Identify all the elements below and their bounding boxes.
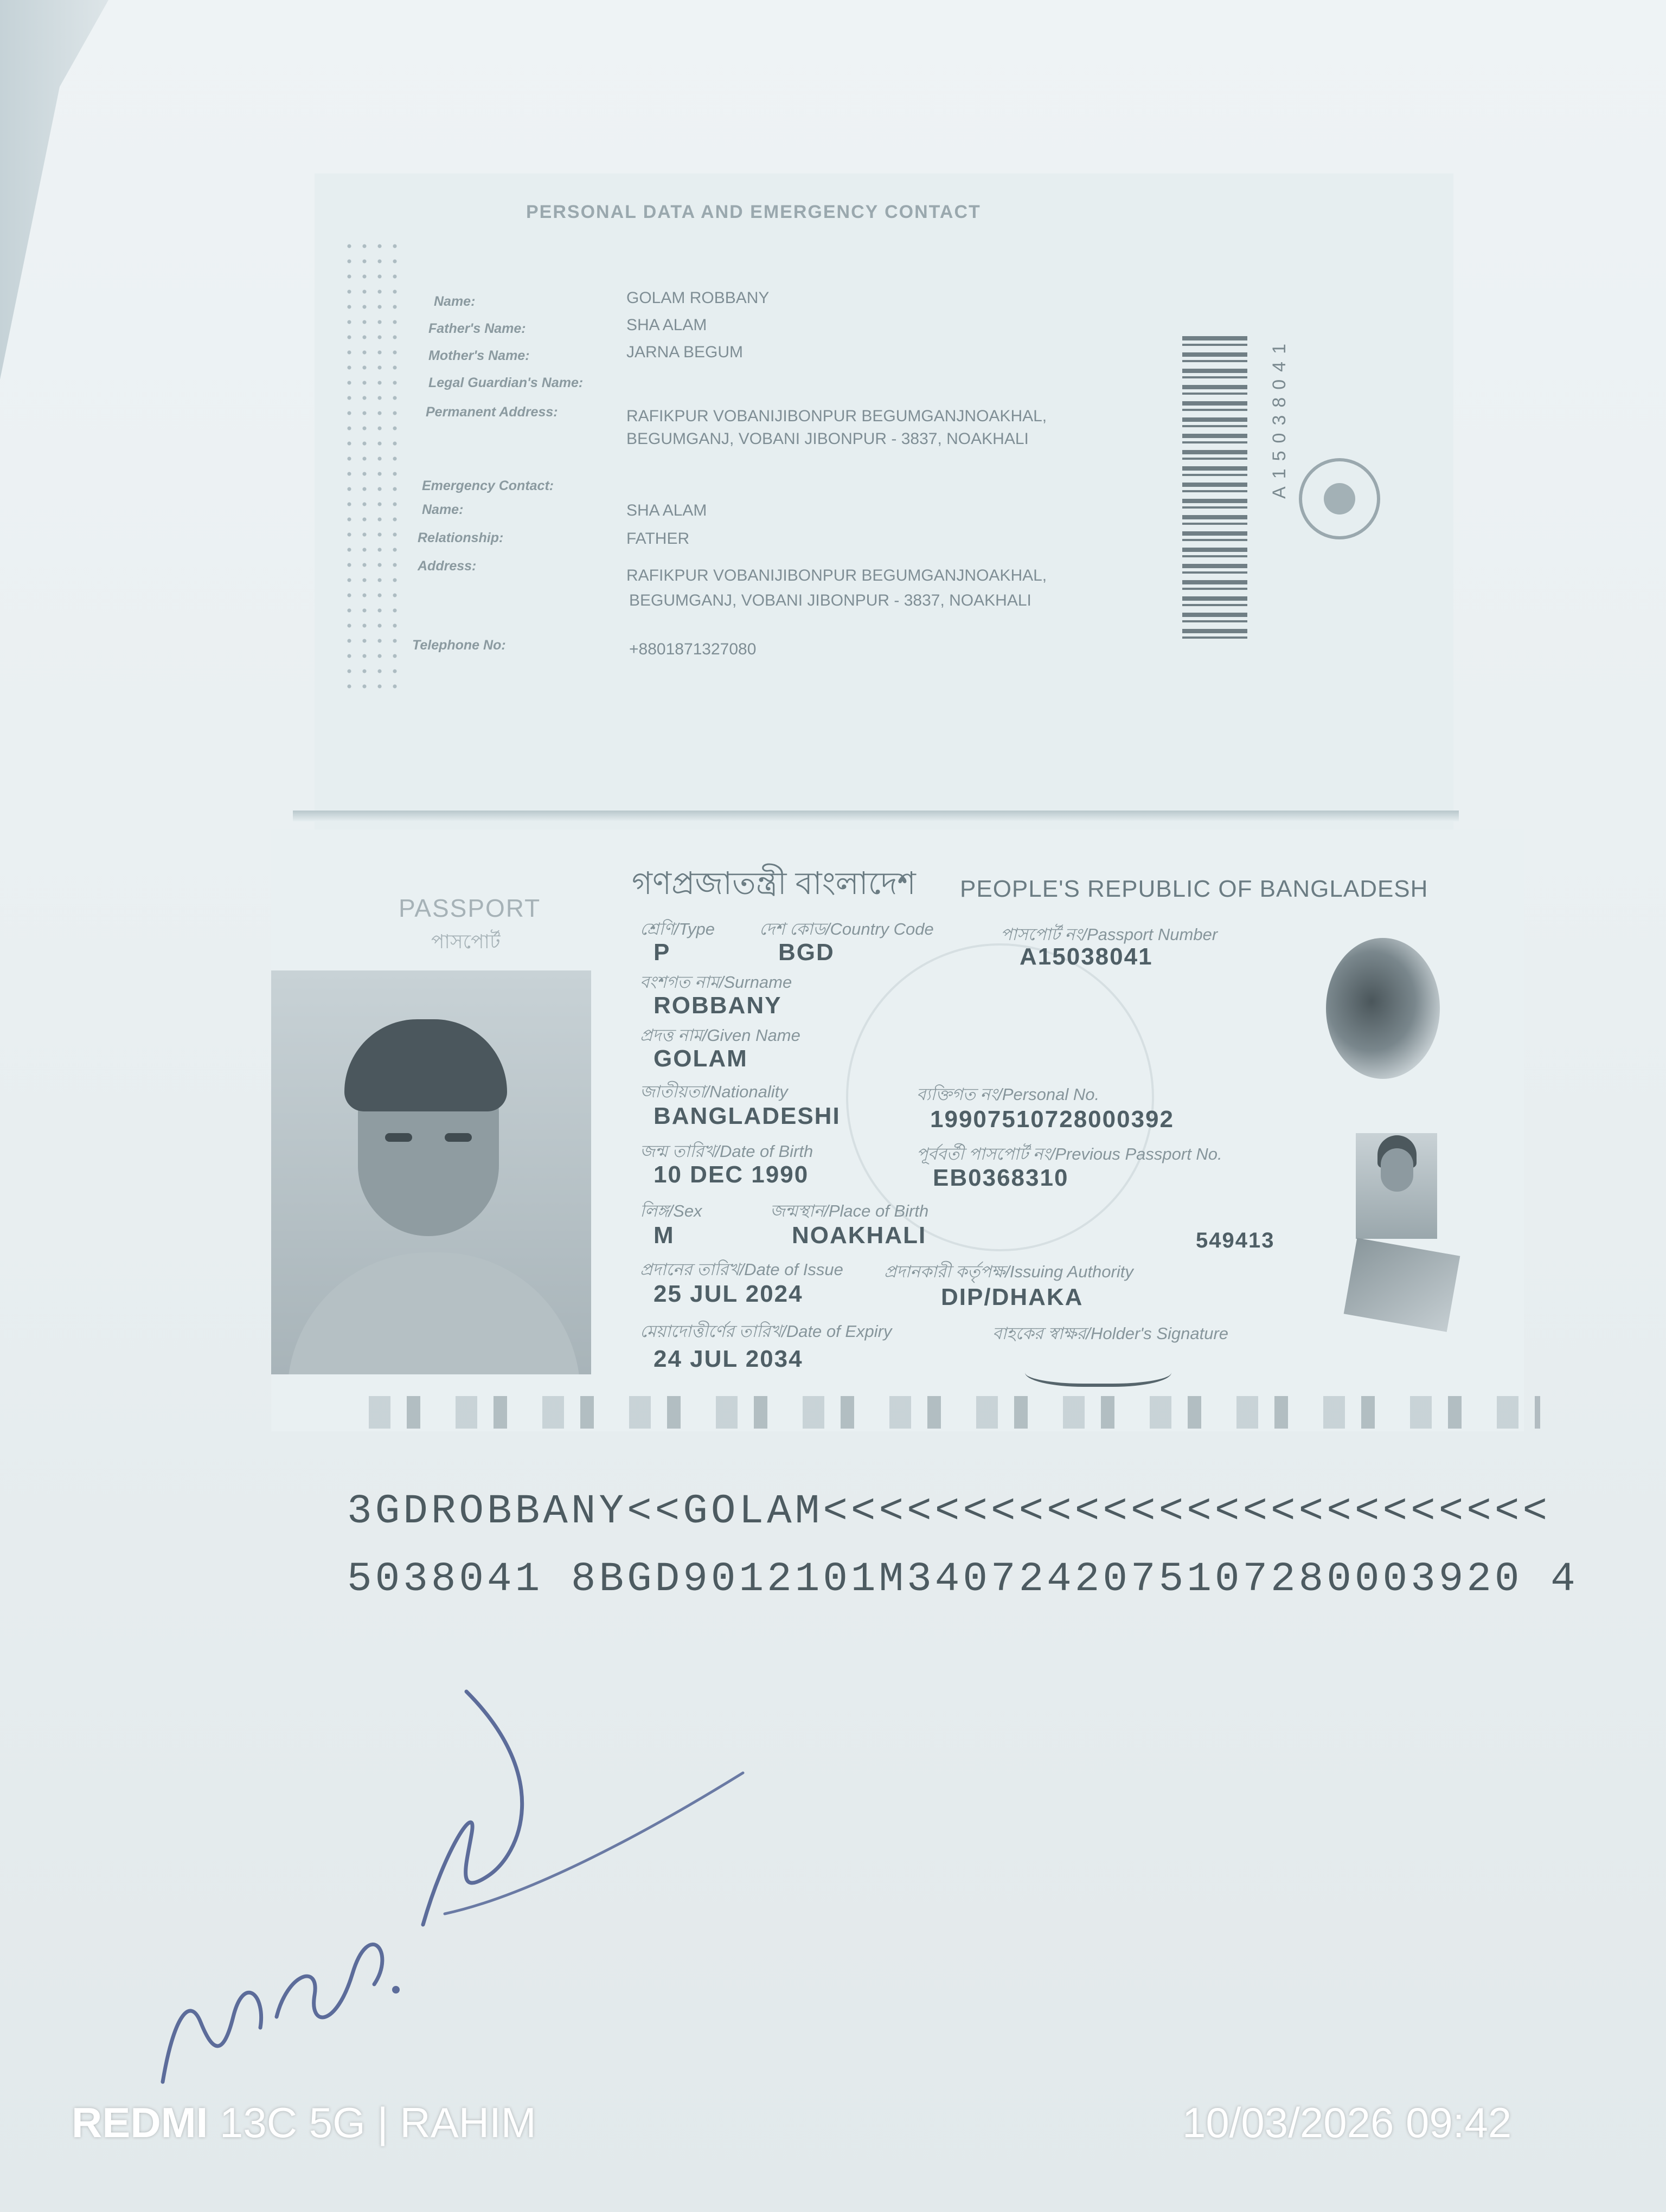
label-personal-no: ব্যক্তিগত নং/Personal No. (917, 1085, 1100, 1104)
perforation-dots (342, 239, 401, 694)
holder-photo (271, 970, 591, 1374)
mrz-line-2: 5038041 8BGD9012101M3407242075107280003920 4 (347, 1556, 1579, 1603)
label-given-name: প্রদত্ত নাম/Given Name (640, 1026, 800, 1045)
label-country-code: দেশ কোড/Country Code (759, 919, 934, 938)
value-dob: 10 DEC 1990 (653, 1161, 809, 1188)
label-place-of-birth: জন্মস্থান/Place of Birth (770, 1201, 929, 1220)
label-legal-guardian: Legal Guardian's Name: (428, 375, 584, 390)
value-side-number: 549413 (1196, 1229, 1275, 1252)
camera-brand: REDMI (72, 2099, 208, 2146)
handwritten-signature (141, 1670, 759, 2093)
label-holder-signature: বাহকের স্বাক্ষর/Holder's Signature (992, 1324, 1229, 1343)
value-permanent-address-2: BEGUMGANJ, VOBANI JIBONPUR - 3837, NOAKHALI (626, 430, 1029, 448)
mrz-smudge-strip (369, 1396, 1540, 1429)
label-type: শ্রেণি/Type (640, 919, 715, 938)
label-sex: লিঙ্গ/Sex (640, 1201, 702, 1220)
value-passport-number: A15038041 (1020, 943, 1153, 970)
label-name: Name: (434, 294, 476, 309)
value-name: GOLAM ROBBANY (626, 289, 770, 307)
label-telephone: Telephone No: (412, 638, 506, 653)
value-mothers-name: JARNA BEGUM (626, 343, 744, 361)
label-surname: বংশগত নাম/Surname (640, 973, 792, 992)
vertical-barcode (1182, 336, 1247, 640)
label-emergency-contact: Emergency Contact: (422, 478, 554, 493)
header-english: PEOPLE'S REPUBLIC OF BANGLADESH (960, 876, 1428, 902)
mrz-line-1: 3GDROBBANY<<GOLAM<<<<<<<<<<<<<<<<<<<<<<<<<< (347, 1488, 1551, 1535)
label-dob: জন্ম তারিখ/Date of Birth (640, 1142, 813, 1161)
label-address: Address: (418, 558, 477, 574)
value-nationality: BANGLADESHI (653, 1103, 841, 1129)
value-permanent-address-1: RAFIKPUR VOBANIJIBONPUR BEGUMGANJNOAKHAL, (626, 407, 1047, 425)
passport-word: PASSPORT (399, 894, 541, 922)
value-surname: ROBBANY (653, 992, 782, 1019)
holder-signature-mark (1025, 1351, 1171, 1387)
label-date-of-issue: প্রদানের তারিখ/Date of Issue (640, 1260, 843, 1279)
camera-model-user: 13C 5G | RAHIM (220, 2099, 536, 2146)
camera-watermark-left (72, 2098, 536, 2147)
value-fathers-name: SHA ALAM (626, 316, 707, 334)
value-country-code: BGD (778, 939, 835, 966)
value-given-name: GOLAM (653, 1045, 748, 1072)
value-sex: M (653, 1222, 675, 1249)
label-previous-passport: পূর্ববর্তী পাসপোর্ট নং/Previous Passport No. (917, 1144, 1222, 1163)
page-fold (293, 811, 1459, 821)
label-mothers-name: Mother's Name: (428, 348, 530, 363)
label-issuing-authority: প্রদানকারী কর্তৃপক্ষ/Issuing Authority (884, 1262, 1133, 1281)
label-ec-name: Name: (422, 502, 464, 517)
value-ec-name: SHA ALAM (626, 501, 707, 519)
value-address-1: RAFIKPUR VOBANIJIBONPUR BEGUMGANJNOAKHAL, (626, 567, 1047, 584)
value-relationship: FATHER (626, 530, 690, 548)
seal-emblem-icon (1299, 458, 1380, 539)
value-date-of-issue: 25 JUL 2024 (653, 1281, 803, 1307)
camera-timestamp: 10/03/2026 09:42 (1182, 2099, 1512, 2146)
label-fathers-name: Father's Name: (428, 321, 526, 336)
value-previous-passport: EB0368310 (933, 1165, 1069, 1191)
header-bangla: গণপ্রজাতন্ত্রী বাংলাদেশ (632, 866, 916, 901)
ghost-image-large (1326, 938, 1440, 1079)
value-date-of-expiry: 24 JUL 2034 (653, 1346, 803, 1372)
barcode-number: A15038041 (1269, 336, 1290, 499)
value-telephone: +8801871327080 (629, 640, 757, 658)
value-issuing-authority: DIP/DHAKA (941, 1284, 1084, 1310)
value-address-2: BEGUMGANJ, VOBANI JIBONPUR - 3837, NOAKHALI (629, 591, 1031, 609)
value-type: P (653, 939, 671, 966)
label-date-of-expiry: মেয়াদোত্তীর্ণের তারিখ/Date of Expiry (640, 1322, 892, 1341)
label-permanent-address: Permanent Address: (426, 404, 558, 420)
label-passport-number: পাসপোর্ট নং/Passport Number (1001, 925, 1218, 944)
label-relationship: Relationship: (418, 530, 504, 545)
value-personal-no: 19907510728000392 (930, 1106, 1175, 1133)
personal-data-page (315, 173, 1453, 829)
ghost-image-small (1356, 1133, 1437, 1239)
value-place-of-birth: NOAKHALI (792, 1222, 927, 1249)
passport-word-bangla: পাসপোর্ট (431, 930, 501, 953)
label-nationality: জাতীয়তা/Nationality (640, 1082, 788, 1101)
personal-data-title: PERSONAL DATA AND EMERGENCY CONTACT (526, 202, 981, 222)
